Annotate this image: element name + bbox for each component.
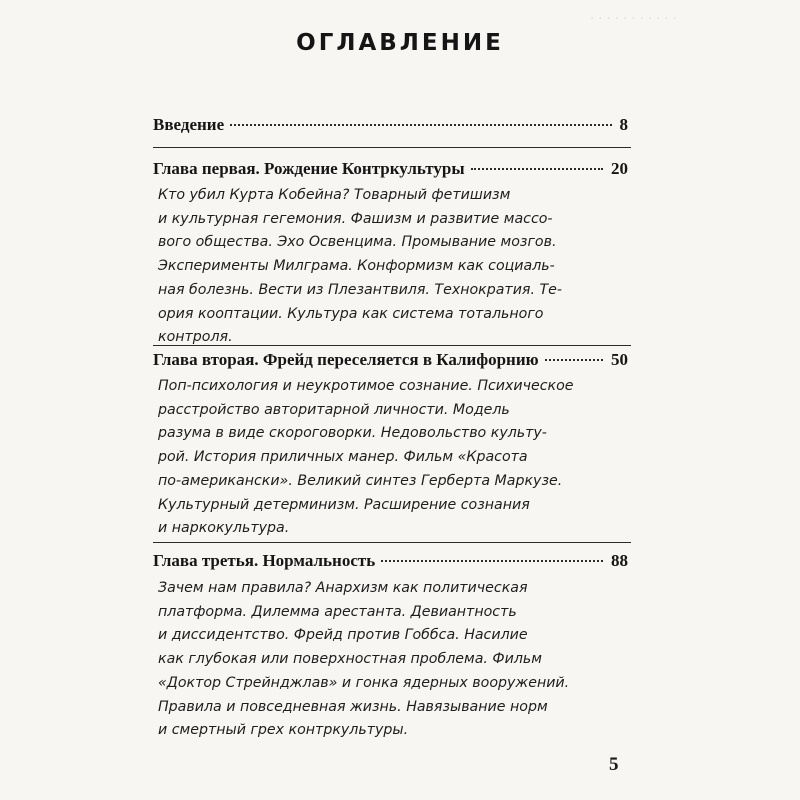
description-line: Кто убил Курта Кобейна? Товарный фетишизм [158, 187, 511, 203]
bleed-through-text: · · · · · · · · · · · [590, 12, 677, 27]
description-line: как глубокая или поверхностная проблема. Фильм [158, 651, 542, 668]
description-line: и культурная гегемония. Фашизм и развитие массо- [158, 210, 553, 227]
toc-entry-chapter-2 [153, 349, 628, 371]
description-line: ория кооптации. Культура как система тотального [158, 305, 544, 322]
description-line: Зачем нам правила? Анархизм как политическая [158, 580, 528, 596]
toc-entry-page: 50 [611, 350, 628, 369]
toc-entry-chapter-3 [153, 550, 628, 572]
page-number: 5 [609, 754, 619, 775]
description-line: Эксперименты Милграма. Конформизм как социаль- [158, 258, 555, 275]
dot-leader [230, 124, 611, 126]
description-line: контроля. [158, 329, 233, 346]
description-line: по-американски». Великий синтез Герберта Маркузе. [158, 472, 563, 489]
description-line: расстройство авторитарной личности. Модель [158, 401, 510, 418]
toc-entry-introduction [153, 114, 628, 136]
dot-leader [471, 168, 603, 170]
dot-leader [545, 359, 603, 361]
page-title: ОГЛАВЛЕНИЕ [296, 30, 504, 56]
toc-entry-description [158, 184, 618, 350]
description-line: Культурный детерминизм. Расширение сознания [158, 496, 530, 513]
description-line: и диссидентство. Фрейд против Гоббса. Насилие [158, 627, 528, 644]
description-line: разума в виде скороговорки. Недовольство культу- [158, 425, 547, 442]
toc-entry-title: Глава вторая. Фрейд переселяется в Калифорнию [153, 350, 539, 369]
description-line: платформа. Дилемма арестанта. Девиантность [158, 603, 517, 620]
toc-entry-page: 88 [611, 551, 628, 570]
toc-entry-title: Глава третья. Нормальность [153, 551, 376, 570]
description-line: вого общества. Эхо Освенцима. Промывание мозгов. [158, 234, 557, 251]
description-line: «Доктор Стрейнджлав» и гонка ядерных вооружений. [158, 674, 570, 691]
description-line: рой. История приличных манер. Фильм «Красота [158, 449, 528, 466]
toc-entry-title: Введение [153, 115, 225, 134]
description-line: ная болезнь. Вести из Плезантвиля. Технократия. Те- [158, 281, 562, 298]
description-line: Поп-психология и неукротимое сознание. Психическое [158, 378, 574, 394]
toc-entry-title: Глава первая. Рождение Контркультуры [153, 159, 465, 178]
toc-entry-description [158, 375, 618, 541]
separator-line [153, 542, 631, 543]
description-line: и смертный грех контркультуры. [158, 722, 409, 739]
description-line: Правила и повседневная жизнь. Навязывание норм [158, 698, 548, 715]
toc-entry-page: 8 [619, 115, 628, 134]
toc-entry-chapter-1 [153, 158, 628, 180]
dot-leader [381, 560, 603, 562]
separator-line [153, 345, 631, 346]
toc-entry-description [158, 577, 618, 743]
separator-line [153, 147, 631, 148]
toc-entry-page: 20 [611, 159, 628, 178]
description-line: и наркокультура. [158, 520, 290, 537]
